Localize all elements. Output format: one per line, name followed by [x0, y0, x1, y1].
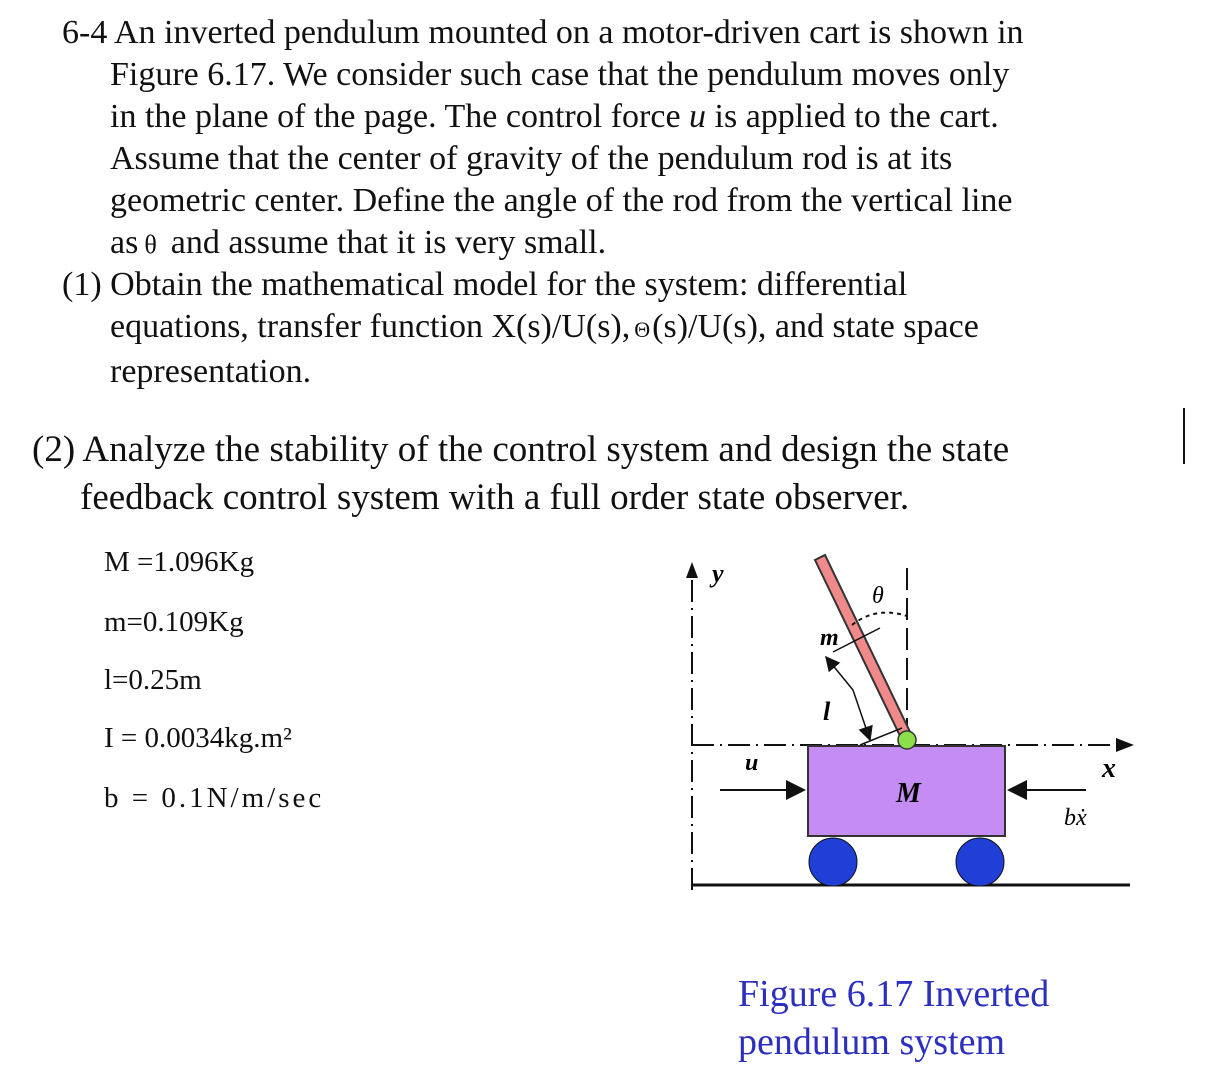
caption-line-1: Figure 6.17 Inverted [738, 973, 1050, 1015]
part1-line-3: representation. [110, 353, 312, 390]
intro-line-6: as θ and assume that it is very small. [110, 224, 607, 261]
cart-mass-label: M [896, 778, 921, 809]
intro-line-2: Figure 6.17. We consider such case that the pendulum moves only [110, 56, 1010, 93]
intro-line-3: in the plane of the page. The control force u is applied to the cart. [110, 98, 999, 135]
x-axis-label: x [1102, 753, 1116, 784]
part2-line-2: feedback control system with a full order state observer. [80, 477, 910, 518]
length-label: l [823, 697, 831, 726]
l-dimension-arrow-down [853, 690, 870, 740]
theta-arc [852, 613, 907, 625]
left-wheel [809, 838, 857, 886]
theta-symbol: θ [144, 230, 157, 259]
param-pendulum-mass: m=0.109Kg [104, 606, 244, 638]
x-axis-arrow [1116, 738, 1134, 752]
control-force-label: u [745, 750, 759, 776]
pivot-joint [898, 731, 916, 749]
part2-line-1: (2) Analyze the stability of the control system and design the state [32, 429, 1010, 470]
friction-force-label: bẋ [1064, 805, 1087, 831]
param-inertia: I = 0.0034kg.m² [104, 722, 292, 754]
part1-line-2: equations, transfer function X(s)/U(s), Θ(s)/U(s), and state space [110, 308, 979, 345]
intro-line-5: geometric center. Define the angle of the rod from the vertical line [110, 182, 1013, 219]
y-axis-arrow [686, 562, 698, 578]
y-axis-label: y [712, 559, 724, 588]
pendulum-mass-label: m [820, 625, 839, 651]
right-wheel [956, 838, 1004, 886]
param-length: l=0.25m [104, 664, 202, 696]
part1-line-1: (1) Obtain the mathematical model for the system: differential [62, 266, 908, 303]
intro-line-4: Assume that the center of gravity of the pendulum rod is at its [110, 140, 953, 177]
u-symbol: u [689, 98, 707, 135]
param-friction: b = 0.1N/m/sec [104, 782, 325, 814]
caption-line-2: pendulum system [738, 1021, 1006, 1063]
l-dimension-arrow-up [826, 657, 853, 690]
param-cart-mass: M =1.096Kg [104, 546, 255, 578]
theta-label: θ [872, 583, 884, 609]
capital-theta-symbol: Θ [634, 317, 651, 342]
figure-caption [738, 970, 1049, 1066]
intro-line-1: 6-4 An inverted pendulum mounted on a motor-driven cart is shown in [62, 14, 1024, 51]
